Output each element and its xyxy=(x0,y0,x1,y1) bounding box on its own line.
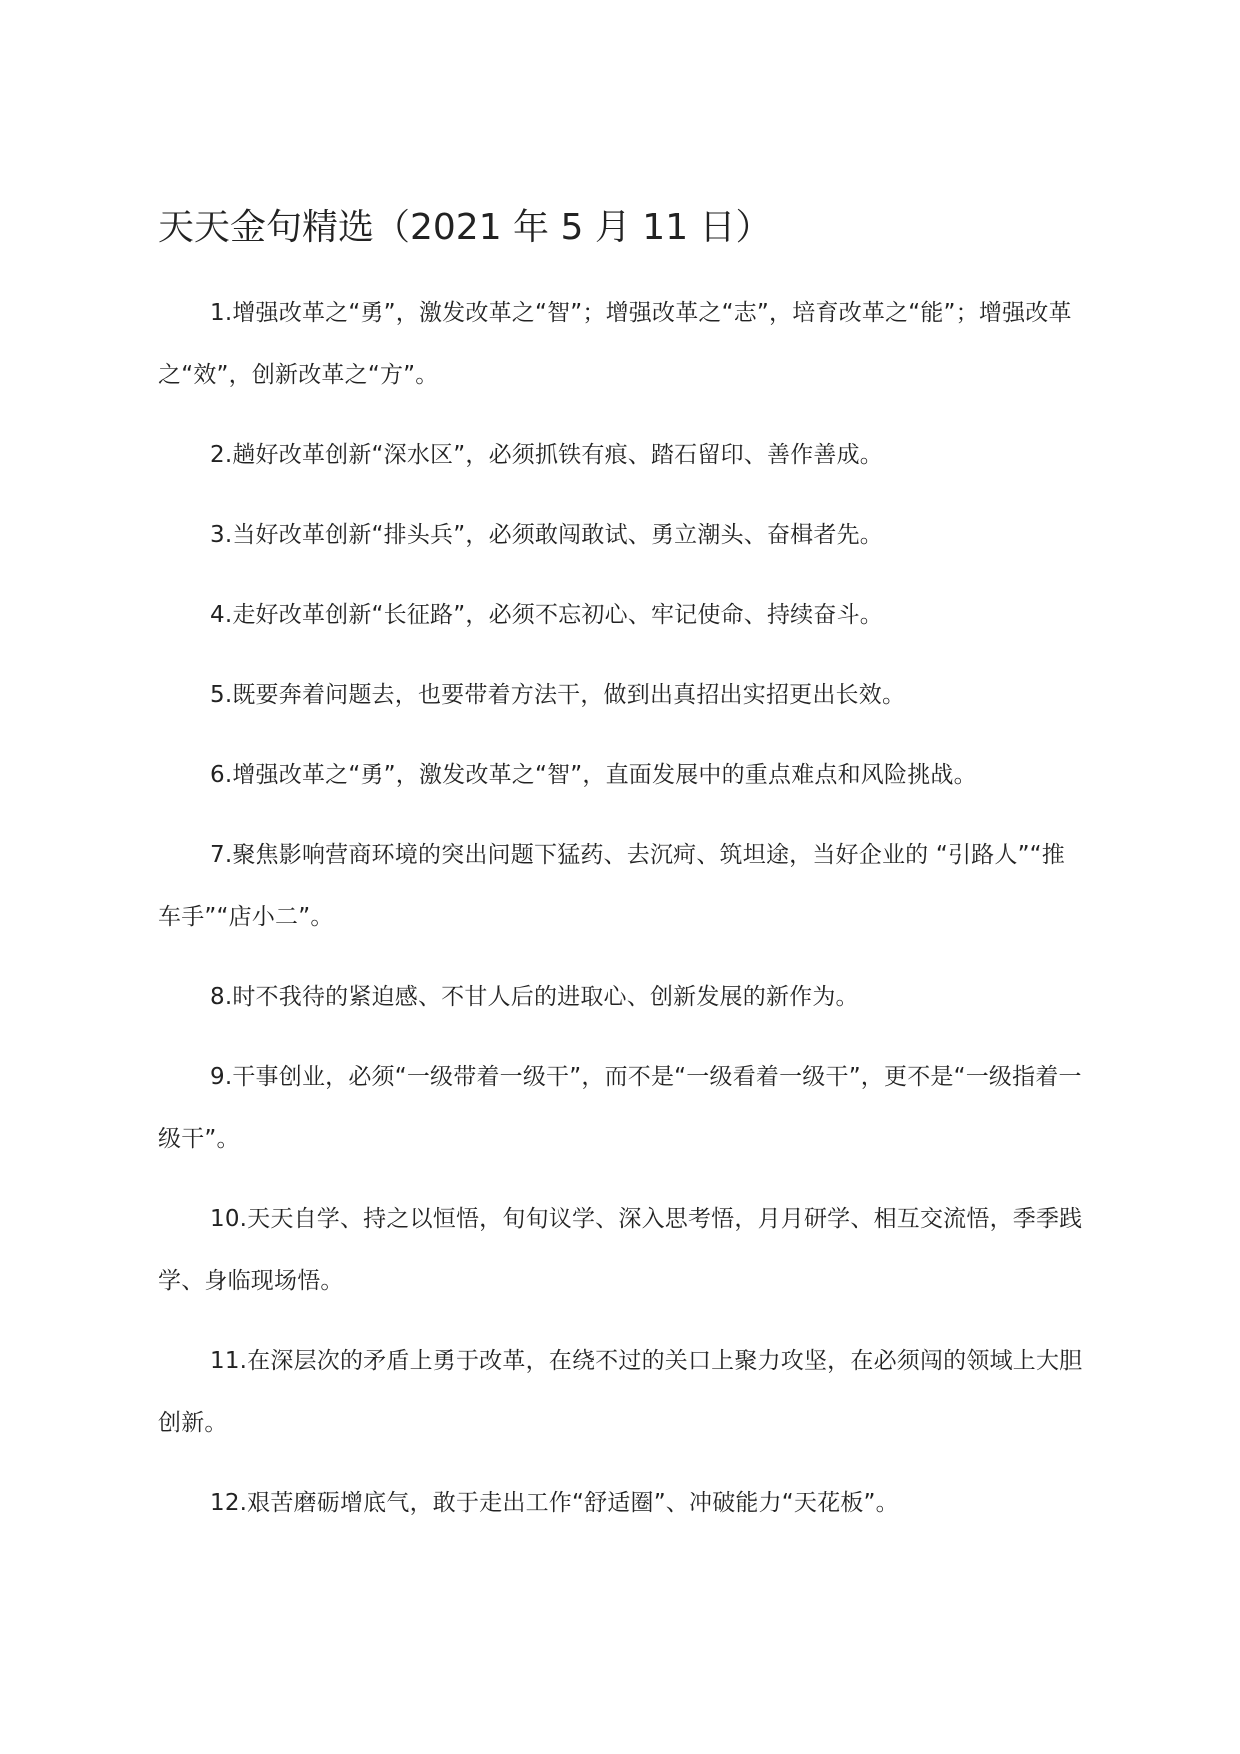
quote-item-9: 9.干事创业，必须“一级带着一级干”，而不是“一级看着一级干”，更不是“一级指着一级干”。 xyxy=(158,1064,1082,1152)
quote-list xyxy=(158,282,1088,1552)
document-title: 天天金句精选（2021 年 5 月 11 日） xyxy=(158,207,772,248)
quote-item-1: 1.增强改革之“勇”，激发改革之“智”；增强改革之“志”，培育改革之“能”；增强改革之“效”，创新改革之“方”。 xyxy=(158,300,1072,388)
quote-item-2: 2.趟好改革创新“深水区”，必须抓铁有痕、踏石留印、善作善成。 xyxy=(210,442,883,468)
quote-item-6: 6.增强改革之“勇”，激发改革之“智”，直面发展中的重点难点和风险挑战。 xyxy=(210,762,977,788)
quote-item-7: 7.聚焦影响营商环境的突出问题下猛药、去沉疴、筑坦途，当好企业的 “引路人”“推车手”“店小二”。 xyxy=(158,842,1066,930)
quote-item-4: 4.走好改革创新“长征路”，必须不忘初心、牢记使命、持续奋斗。 xyxy=(210,602,883,628)
quote-item-10: 10.天天自学、持之以恒悟，旬旬议学、深入思考悟，月月研学、相互交流悟，季季践学、身临现场悟。 xyxy=(158,1206,1083,1294)
quote-item-3: 3.当好改革创新“排头兵”，必须敢闯敢试、勇立潮头、奋楫者先。 xyxy=(210,522,883,548)
quote-item-5: 5.既要奔着问题去，也要带着方法干，做到出真招出实招更出长效。 xyxy=(210,682,906,708)
quote-item-11: 11.在深层次的矛盾上勇于改革，在绕不过的关口上聚力攻坚，在必须闯的领域上大胆创新。 xyxy=(158,1348,1083,1436)
quote-item-12: 12.艰苦磨砺增底气，敢于走出工作“舒适圈”、冲破能力“天花板”。 xyxy=(210,1490,899,1516)
quote-item-8: 8.时不我待的紧迫感、不甘人后的进取心、创新发展的新作为。 xyxy=(210,984,859,1010)
